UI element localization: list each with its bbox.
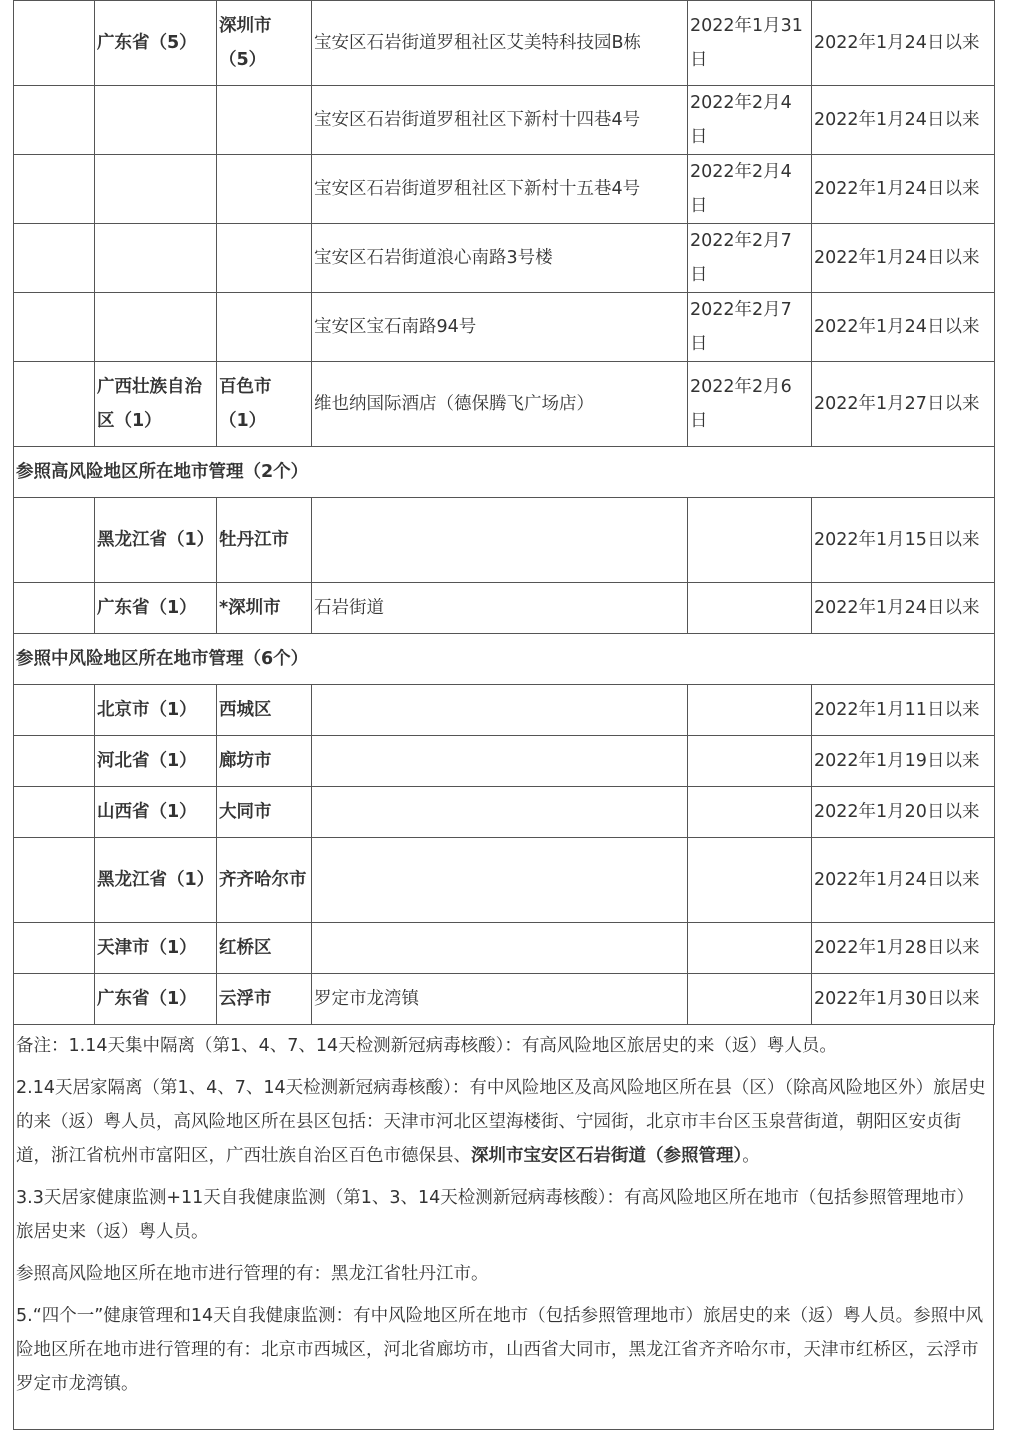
area-cell (312, 498, 688, 583)
since-cell: 2022年1月20日以来 (812, 787, 995, 838)
city-cell: 齐齐哈尔市 (217, 838, 312, 923)
city-cell (217, 155, 312, 224)
index-cell (14, 86, 95, 155)
index-cell (14, 293, 95, 362)
province-cell: 北京市（1） (95, 685, 217, 736)
table-row (14, 685, 995, 736)
since-cell: 2022年1月11日以来 (812, 685, 995, 736)
city-cell: 云浮市 (217, 974, 312, 1025)
since-cell: 2022年1月24日以来 (812, 86, 995, 155)
section-header-row (14, 447, 995, 498)
city-cell: 廊坊市 (217, 736, 312, 787)
table-row (14, 498, 995, 583)
area-cell: 宝安区石岩街道罗租社区艾美特科技园B栋 (312, 1, 688, 86)
area-cell (312, 923, 688, 974)
index-cell (14, 155, 95, 224)
note-1: 备注：1.14天集中隔离（第1、4、7、14天检测新冠病毒核酸）：有高风险地区旅居史的来（返）粤人员。 (16, 1036, 837, 1056)
index-cell (14, 1, 95, 86)
area-cell (312, 685, 688, 736)
index-cell (14, 685, 95, 736)
date-cell: 2022年2月4日 (688, 86, 812, 155)
since-cell: 2022年1月30日以来 (812, 974, 995, 1025)
area-cell (312, 838, 688, 923)
city-cell (217, 86, 312, 155)
province-cell: 黑龙江省（1） (95, 838, 217, 923)
province-cell: 广东省（1） (95, 974, 217, 1025)
province-cell (95, 155, 217, 224)
since-cell: 2022年1月19日以来 (812, 736, 995, 787)
date-cell (688, 498, 812, 583)
table-row (14, 362, 995, 447)
table-row (14, 293, 995, 362)
note-2 (16, 1071, 991, 1173)
risk-area-table (13, 0, 995, 1025)
date-cell: 2022年2月4日 (688, 155, 812, 224)
note-3: 3.3天居家健康监测+11天自我健康监测（第1、3、14天检测新冠病毒核酸）：有高风险地区所在地市（包括参照管理地市）旅居史来（返）粤人员。 (16, 1188, 975, 1242)
section-header-row (14, 634, 995, 685)
city-cell: 大同市 (217, 787, 312, 838)
date-cell: 2022年2月7日 (688, 293, 812, 362)
since-cell: 2022年1月24日以来 (812, 1, 995, 86)
note-4: 参照高风险地区所在地市进行管理的有：黑龙江省牡丹江市。 (16, 1264, 489, 1284)
index-cell (14, 974, 95, 1025)
table-row (14, 224, 995, 293)
date-cell (688, 787, 812, 838)
area-cell (312, 736, 688, 787)
note-2-highlight: 深圳市宝安区石岩街道（参照管理） (471, 1146, 743, 1166)
table-row (14, 838, 995, 923)
city-cell: 牡丹江市 (217, 498, 312, 583)
province-cell: 天津市（1） (95, 923, 217, 974)
note-2-text: 2.14天居家隔离（第1、4、7、14天检测新冠病毒核酸）：有中风险地区及高风险地区所在县（区）（除高风险地区外）旅居史的来（返）粤人员，高风险地区所在县区包括：天津市河北区望海楼街、宁园街，北京市丰台区玉泉营街道，朝阳区安贞街道，浙江省杭州市富阳区，广西壮族自治区百色市德保县、 (16, 1078, 986, 1166)
since-cell: 2022年1月28日以来 (812, 923, 995, 974)
area-cell: 宝安区石岩街道浪心南路3号楼 (312, 224, 688, 293)
province-cell (95, 224, 217, 293)
index-cell (14, 736, 95, 787)
note-2-end: 。 (742, 1146, 760, 1166)
index-cell (14, 923, 95, 974)
province-cell: 广西壮族自治区（1） (95, 362, 217, 447)
province-cell: 黑龙江省（1） (95, 498, 217, 583)
since-cell: 2022年1月24日以来 (812, 293, 995, 362)
table-row (14, 1, 995, 86)
since-cell: 2022年1月27日以来 (812, 362, 995, 447)
city-cell: 深圳市（5） (217, 1, 312, 86)
date-cell (688, 583, 812, 634)
section-heading-mid-ref: 参照中风险地区所在地市管理（6个） (14, 634, 995, 685)
table-row (14, 583, 995, 634)
date-cell: 2022年2月7日 (688, 224, 812, 293)
since-cell: 2022年1月24日以来 (812, 838, 995, 923)
city-cell (217, 224, 312, 293)
province-cell: 广东省（5） (95, 1, 217, 86)
area-cell: 宝安区宝石南路94号 (312, 293, 688, 362)
since-cell: 2022年1月24日以来 (812, 224, 995, 293)
table-row (14, 974, 995, 1025)
table-row (14, 155, 995, 224)
index-cell (14, 787, 95, 838)
date-cell (688, 736, 812, 787)
table-row (14, 736, 995, 787)
city-cell (217, 293, 312, 362)
notes-section (13, 1025, 994, 1430)
city-cell: *深圳市 (217, 583, 312, 634)
area-cell (312, 787, 688, 838)
city-cell: 红桥区 (217, 923, 312, 974)
area-cell: 维也纳国际酒店（德保腾飞广场店） (312, 362, 688, 447)
province-cell: 山西省（1） (95, 787, 217, 838)
index-cell (14, 362, 95, 447)
area-cell: 石岩街道 (312, 583, 688, 634)
since-cell: 2022年1月15日以来 (812, 498, 995, 583)
since-cell: 2022年1月24日以来 (812, 583, 995, 634)
index-cell (14, 498, 95, 583)
risk-area-document (13, 0, 994, 1430)
area-cell: 罗定市龙湾镇 (312, 974, 688, 1025)
date-cell: 2022年1月31日 (688, 1, 812, 86)
note-5: 5.“四个一”健康管理和14天自我健康监测：有中风险地区所在地市（包括参照管理地市）旅居史的来（返）粤人员。参照中风险地区所在地市进行管理的有：北京市西城区，河北省廊坊市，山西省大同市，黑龙江省齐齐哈尔市，天津市红桥区，云浮市罗定市龙湾镇。 (16, 1306, 984, 1394)
area-cell: 宝安区石岩街道罗租社区下新村十四巷4号 (312, 86, 688, 155)
since-cell: 2022年1月24日以来 (812, 155, 995, 224)
province-cell (95, 86, 217, 155)
date-cell (688, 974, 812, 1025)
date-cell (688, 685, 812, 736)
section-heading-high-ref: 参照高风险地区所在地市管理（2个） (14, 447, 995, 498)
date-cell (688, 838, 812, 923)
province-cell (95, 293, 217, 362)
index-cell (14, 224, 95, 293)
city-cell: 百色市（1） (217, 362, 312, 447)
city-cell: 西城区 (217, 685, 312, 736)
province-cell: 广东省（1） (95, 583, 217, 634)
table-row (14, 787, 995, 838)
date-cell (688, 923, 812, 974)
area-cell: 宝安区石岩街道罗租社区下新村十五巷4号 (312, 155, 688, 224)
date-cell: 2022年2月6日 (688, 362, 812, 447)
table-row (14, 86, 995, 155)
province-cell: 河北省（1） (95, 736, 217, 787)
index-cell (14, 583, 95, 634)
table-row (14, 923, 995, 974)
index-cell (14, 838, 95, 923)
